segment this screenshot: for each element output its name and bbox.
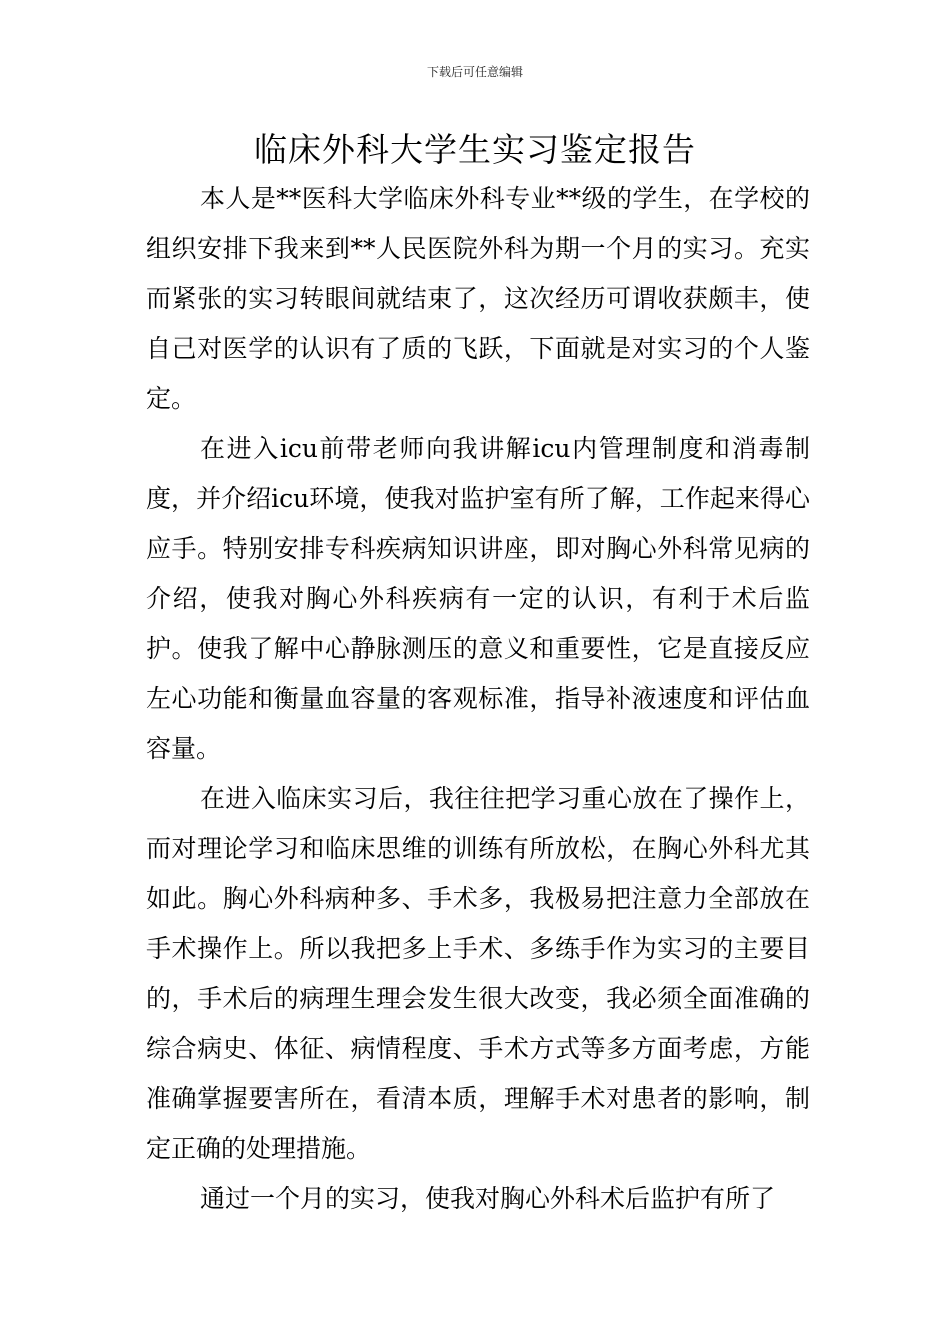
paragraph-clinical: 在进入临床实习后，我往往把学习重心放在了操作上，而对理论学习和临床思维的训练有所放松，在胸心外科尤其如此。胸心外科病种多、手术多，我极易把注意力全部放在手术操作上。所以我把多上手术、多练手作为实习的主要目的，手术后的病理生理会发生很大改变，我必须全面准确的综合病史、体征、病情程度、手术方式等多方面考虑，方能准确掌握要害所在，看清本质，理解手术对患者的影响，制定正确的处理措施。	[146, 784, 810, 1163]
document-title: 临床外科大学生实习鉴定报告	[254, 130, 696, 169]
document-body	[146, 174, 810, 1224]
paragraph-icu: 在进入icu前带老师向我讲解icu内管理制度和消毒制度，并介绍icu环境，使我对监护室有所了解，工作起来得心应手。特别安排专科疾病知识讲座，即对胸心外科常见病的介绍，使我对胸心外科疾病有一定的认识，有利于术后监护。使我了解中心静脉测压的意义和重要性，它是直接反应左心功能和衡量血容量的客观标准，指导补液速度和评估血容量。	[146, 434, 810, 763]
paragraph-intro: 本人是**医科大学临床外科专业**级的学生，在学校的组织安排下我来到**人民医院外科为期一个月的实习。充实而紧张的实习转眼间就结束了，这次经历可谓收获颇丰，使自己对医学的认识有了质的飞跃，下面就是对实习的个人鉴定。	[146, 184, 810, 413]
page-header-note: 下载后可任意编辑	[426, 65, 523, 79]
paragraph-summary: 通过一个月的实习，使我对胸心外科术后监护有所了	[200, 1184, 776, 1213]
